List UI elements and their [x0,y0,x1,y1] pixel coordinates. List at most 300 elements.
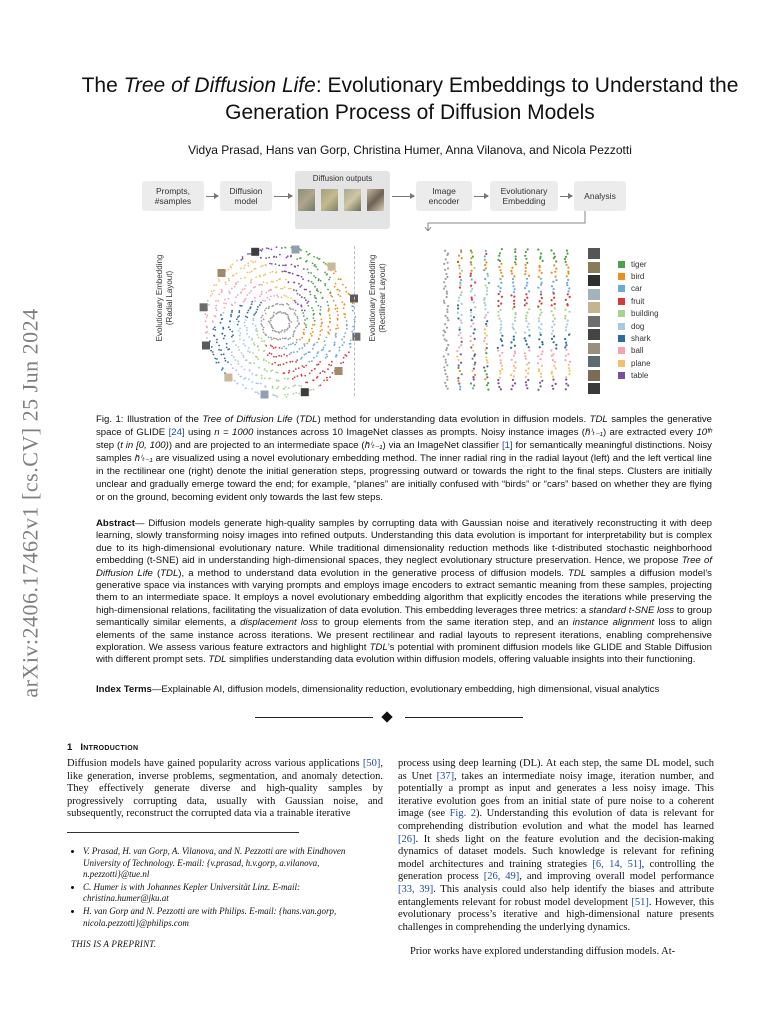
embedding-point [294,312,296,314]
embedding-point [567,353,569,355]
embedding-point [329,329,331,331]
embedding-point [328,364,330,366]
legend-item-shark [618,332,651,344]
legend-swatch [618,323,625,330]
embedding-point [255,276,257,278]
embedding-point [500,282,502,284]
embedding-point [253,314,255,316]
embedding-point [306,260,308,262]
legend-item-table [618,370,648,382]
embedding-point [337,319,339,321]
embedding-point [238,315,240,317]
embedding-point [313,256,315,258]
embedding-point [273,314,275,316]
embedding-point [459,370,461,372]
embedding-point [320,280,322,282]
embedding-point [245,388,247,390]
embedding-point [236,260,238,262]
embedding-point [254,344,256,346]
embedding-point [472,323,474,325]
author-affiliation-footnotes [67,846,383,930]
embedding-point [470,340,472,342]
embedding-point [216,362,218,364]
embedding-point [277,331,279,333]
legend-item-fruit [618,295,644,307]
embedding-point [473,332,475,334]
embedding-point [541,341,543,343]
embedding-point [292,361,294,363]
embedding-point [309,253,311,255]
embedding-point [229,321,231,323]
embedding-point [290,308,292,310]
embedding-point [287,378,289,380]
embedding-point [308,361,310,363]
embedding-point [234,359,236,361]
embedding-point [473,301,475,303]
embedding-point [499,290,501,292]
embedding-point [540,323,542,325]
embedding-point [342,284,344,286]
embedding-point [265,292,267,294]
embedding-point [314,324,316,326]
embedding-point [514,382,516,384]
pipeline-connector [140,211,630,231]
embedding-point [326,337,328,339]
embedding-point [248,336,250,338]
embedding-point [541,272,543,274]
embedding-point [283,388,285,390]
embedding-point [275,395,277,397]
embedding-point [302,312,304,314]
embedding-point [279,254,281,256]
embedding-point [294,282,296,284]
embedding-point [316,342,318,344]
embedding-point [311,335,313,337]
embedding-point [317,291,319,293]
embedding-point [336,311,338,313]
embedding-point [542,260,544,262]
embedding-point [565,376,567,378]
embedding-point [445,340,447,342]
embedding-point [320,306,322,308]
embedding-point [510,270,512,272]
preprint-notice: THIS IS A PREPRINT. [71,939,157,949]
embedding-point [301,375,303,377]
embedding-point [513,275,515,277]
sample-thumbnail [588,383,600,394]
embedding-point [265,313,267,315]
embedding-point [239,338,241,340]
embedding-point [514,367,516,369]
embedding-point [497,311,499,313]
embedding-point [565,379,567,381]
embedding-point [457,312,459,314]
embedding-point [554,307,556,309]
embedding-point [286,329,288,331]
legend-label: plane [631,358,651,368]
embedding-point [295,327,297,329]
embedding-point [231,355,233,357]
embedding-point [528,323,530,325]
embedding-point [460,362,462,364]
embedding-point [346,328,348,330]
embedding-point [552,359,554,361]
embedding-point [299,258,301,260]
embedding-point [443,302,445,304]
embedding-point [497,350,499,352]
legend-swatch [618,261,625,268]
embedding-point [316,377,318,379]
embedding-point [348,351,350,353]
rectilinear-layout-embedding [440,246,585,396]
embedding-point [537,355,539,357]
embedding-point [297,303,299,305]
embedding-point [443,288,445,290]
embedding-point [305,299,307,301]
embedding-point [528,308,530,310]
embedding-point [221,291,223,293]
embedding-point [212,328,214,330]
embedding-point [334,308,336,310]
embedding-point [290,288,292,290]
embedding-point [287,394,289,396]
embedding-point [460,337,462,339]
panel-divider [354,246,356,396]
sample-thumbnail [224,374,232,382]
embedding-point [567,290,569,292]
embedding-point [240,278,242,280]
embedding-point [513,291,515,293]
legend-swatch [618,372,625,379]
embedding-point [295,361,297,363]
embedding-point [555,383,557,385]
embedding-point [275,347,277,349]
embedding-point [252,352,254,354]
embedding-point [304,310,306,312]
embedding-point [246,333,248,335]
embedding-point [286,355,288,357]
embedding-point [310,333,312,335]
embedding-point [248,265,250,267]
embedding-point [335,304,337,306]
embedding-point [243,340,245,342]
embedding-point [526,282,528,284]
embedding-point [249,253,251,255]
embedding-point [444,250,446,252]
embedding-point [484,278,486,280]
embedding-point [259,276,261,278]
embedding-point [526,278,528,280]
embedding-point [268,378,270,380]
embedding-point [331,361,333,363]
embedding-point [497,347,499,349]
embedding-point [513,303,515,305]
embedding-point [243,378,245,380]
embedding-point [270,296,272,298]
embedding-point [500,327,502,329]
embedding-point [339,347,341,349]
embedding-point [483,299,485,301]
embedding-point [298,324,300,326]
embedding-point [446,376,448,378]
embedding-point [290,352,292,354]
embedding-point [528,362,530,364]
embedding-point [288,281,290,283]
embedding-point [540,291,542,293]
embedding-point [473,355,475,357]
embedding-point [487,311,489,313]
embedding-point [525,317,527,319]
embedding-point [312,324,314,326]
embedding-point [551,310,553,312]
embedding-point [329,321,331,323]
embedding-point [472,387,474,389]
embedding-point [443,355,445,357]
embedding-point [483,269,485,271]
embedding-point [513,306,515,308]
embedding-point [471,288,473,290]
section-heading-introduction: 1 Introduction [67,742,139,753]
embedding-point [311,370,313,372]
embedding-point [268,308,270,310]
embedding-point [474,281,476,283]
embedding-point [499,355,501,357]
embedding-point [445,273,447,275]
embedding-point [472,376,474,378]
embedding-point [271,325,273,327]
embedding-point [471,299,473,301]
embedding-point [221,318,223,320]
embedding-point [225,360,227,362]
embedding-point [218,280,220,282]
embedding-point [303,366,305,368]
embedding-point [564,258,566,260]
embedding-point [337,289,339,291]
embedding-point [305,289,307,291]
legend-label: bird [631,271,645,281]
embedding-point [552,376,554,378]
embedding-point [242,289,244,291]
embedding-point [540,385,542,387]
embedding-point [296,339,298,341]
embedding-point [498,255,500,257]
diffusion-output-thumbnail [367,189,384,211]
embedding-point [500,362,502,364]
embedding-point [339,290,341,292]
embedding-point [320,314,322,316]
embedding-point [308,351,310,353]
embedding-point [500,332,502,334]
embedding-point [301,276,303,278]
embedding-point [299,294,301,296]
embedding-point [206,317,208,319]
embedding-point [487,382,489,384]
embedding-point [239,335,241,337]
embedding-point [276,379,278,381]
embedding-point [251,260,253,262]
embedding-point [446,308,448,310]
embedding-point [246,330,248,332]
embedding-point [215,284,217,286]
embedding-point [501,344,503,346]
embedding-point [461,270,463,272]
embedding-point [295,310,297,312]
embedding-point [228,298,230,300]
embedding-point [297,265,299,267]
embedding-point [218,349,220,351]
embedding-point [474,374,476,376]
embedding-point [473,267,475,269]
embedding-point [513,370,515,372]
embedding-point [303,329,305,331]
embedding-point [295,368,297,370]
embedding-point [335,328,337,330]
embedding-point [483,340,485,342]
embedding-point [540,284,542,286]
embedding-point [553,341,555,343]
embedding-point [323,262,325,264]
embedding-point [312,263,314,265]
embedding-point [263,281,265,283]
embedding-point [512,323,514,325]
embedding-point [511,272,513,274]
embedding-point [319,334,321,336]
embedding-point [461,322,463,324]
embedding-point [447,388,449,390]
embedding-point [206,337,208,339]
embedding-point [337,314,339,316]
embedding-point [296,325,298,327]
embedding-point [244,288,246,290]
embedding-point [339,350,341,352]
embedding-point [349,343,351,345]
embedding-point [308,301,310,303]
embedding-point [263,359,265,361]
embedding-point [551,338,553,340]
embedding-point [524,287,526,289]
embedding-point [285,279,287,281]
diffusion-output-thumbnail [298,189,315,211]
embedding-point [550,349,552,351]
embedding-point [232,334,234,336]
embedding-point [539,269,541,271]
embedding-point [471,251,473,253]
embedding-point [220,322,222,324]
embedding-point [206,327,208,329]
embedding-point [484,302,486,304]
embedding-point [312,310,314,312]
embedding-point [269,272,271,274]
embedding-point [474,363,476,365]
embedding-point [555,344,557,346]
embedding-point [470,261,472,263]
embedding-point [552,388,554,390]
embedding-point [444,331,446,333]
embedding-point [261,340,263,342]
embedding-point [258,349,260,351]
embedding-point [238,330,240,332]
legend-swatch [618,310,625,317]
embedding-point [237,316,239,318]
embedding-point [262,248,264,250]
sample-thumbnail-column [588,248,602,398]
embedding-point [486,325,488,327]
embedding-point [555,260,557,262]
embedding-point [525,358,527,360]
embedding-point [512,308,514,310]
embedding-point [265,386,267,388]
embedding-point [283,312,285,314]
embedding-point [275,338,277,340]
embedding-point [271,353,273,355]
embedding-point [565,256,567,258]
embedding-point [501,296,503,298]
embedding-point [222,327,224,329]
pipeline-diffusion-model-box: Diffusion model [220,181,272,211]
legend-item-tiger [618,258,647,270]
embedding-point [444,315,446,317]
embedding-point [228,269,230,271]
embedding-point [256,391,258,393]
embedding-point [216,342,218,344]
embedding-point [565,388,567,390]
embedding-point [275,272,277,274]
embedding-point [540,376,542,378]
embedding-point [326,379,328,381]
embedding-point [447,353,449,355]
embedding-point [514,345,516,347]
embedding-point [484,264,486,266]
embedding-point [320,309,322,311]
embedding-point [319,330,321,332]
abstract: Abstract— Diffusion models generate high-quality samples by corrupting data with Gaussian noise and iteratively reconstructing it with deep learning, slowly transforming noisy images into refined outputs. Understanding this data evolution is important for interpretability but is complex due to its high-dimensional evolutionary nature. While traditional dimensionality reduction methods like t-distributed stochastic neighborhood embedding (t-SNE) aid in understanding high-dimensional spaces, they neglect evolutionary structure preservation. Hence, we propose Tree of Diffusion Life (TDL), a method to understand data evolution in the generative process of diffusion models. TDL samples a diffusion model’s generative space via instances with varying prompts and employs image encoders to extract semantic meaning from these samples, projecting them to an intermediate space. It employs a novel evolutionary embedding algorithm that explicitly encodes the iterations while preserving the high-dimensional relations, facilitating the visualization of data evolution. This embedding leverages three metrics: a standard t-SNE loss to group semantically similar elements, a displacement loss to group elements from the same iteration step, and an instance alignment loss to align elements of the same instance across iterations. We present rectilinear and radial layouts to represent iterations, enabling comprehensive exploration. We assess various feature extractors and highlight TDL’s potential with prominent diffusion models like GLIDE and Stable Diffusion with different prompt sets. TDL simplifies understanding data evolution within diffusion models, offering valuable insights into their functioning. [96,518,713,666]
embedding-point [501,340,503,342]
embedding-point [539,332,541,334]
embedding-point [500,309,502,311]
embedding-point [323,347,325,349]
embedding-point [282,337,284,339]
embedding-point [344,303,346,305]
embedding-point [564,317,566,319]
embedding-point [301,310,303,312]
embedding-point [552,330,554,332]
embedding-point [224,358,226,360]
embedding-point [565,309,567,311]
embedding-point [278,380,280,382]
embedding-point [525,370,527,372]
legend-swatch [618,360,625,367]
embedding-point [244,277,246,279]
pipeline-arrow [274,196,292,197]
embedding-point [442,334,444,336]
embedding-point [261,291,263,293]
embedding-point [292,342,294,344]
legend-label: ball [631,346,644,356]
embedding-point [266,247,268,249]
sample-thumbnail [588,248,600,259]
embedding-point [295,302,297,304]
embedding-point [511,267,513,269]
embedding-point [524,352,526,354]
embedding-point [446,379,448,381]
embedding-point [539,382,541,384]
embedding-point [234,302,236,304]
embedding-point [486,293,488,295]
embedding-point [244,325,246,327]
embedding-point [344,332,346,334]
embedding-point [540,353,542,355]
embedding-point [237,360,239,362]
